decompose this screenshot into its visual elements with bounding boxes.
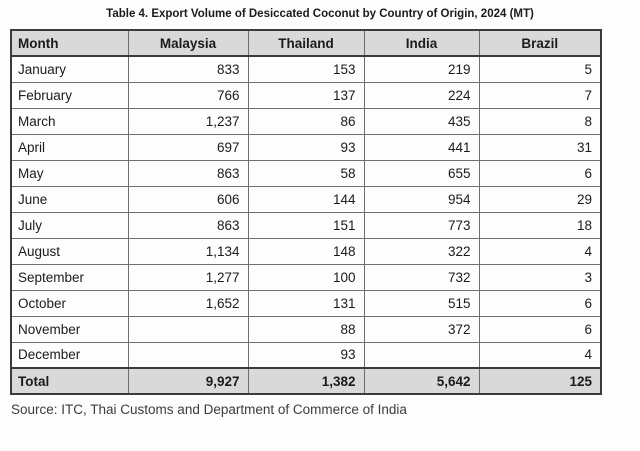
- value-cell: 31: [479, 134, 601, 160]
- month-cell: December: [11, 342, 128, 368]
- month-cell: April: [11, 134, 128, 160]
- value-cell: 18: [479, 212, 601, 238]
- table-row: [11, 56, 601, 82]
- value-cell: 697: [128, 134, 248, 160]
- column-header: Month: [11, 30, 128, 56]
- value-cell: 372: [364, 316, 479, 342]
- month-cell: August: [11, 238, 128, 264]
- table-head: [11, 30, 601, 56]
- table-row: [11, 82, 601, 108]
- table-row: [11, 134, 601, 160]
- value-cell: 6: [479, 316, 601, 342]
- value-cell: 1,652: [128, 290, 248, 316]
- table-row: [11, 238, 601, 264]
- total-value-cell: 125: [479, 368, 601, 394]
- value-cell: [364, 342, 479, 368]
- value-cell: 100: [248, 264, 364, 290]
- value-cell: [128, 342, 248, 368]
- month-cell: January: [11, 56, 128, 82]
- value-cell: 435: [364, 108, 479, 134]
- column-header: Brazil: [479, 30, 601, 56]
- value-cell: 1,134: [128, 238, 248, 264]
- value-cell: 4: [479, 238, 601, 264]
- total-value-cell: 5,642: [364, 368, 479, 394]
- table-row: [11, 108, 601, 134]
- value-cell: 29: [479, 186, 601, 212]
- value-cell: 151: [248, 212, 364, 238]
- table-row: [11, 264, 601, 290]
- value-cell: 137: [248, 82, 364, 108]
- table-row: [11, 212, 601, 238]
- value-cell: 88: [248, 316, 364, 342]
- source-note: Source: ITC, Thai Customs and Department of Commerce of India: [11, 402, 407, 417]
- table-row: [11, 342, 601, 368]
- table-title: Table 4. Export Volume of Desiccated Coconut by Country of Origin, 2024 (MT): [106, 8, 534, 20]
- value-cell: 515: [364, 290, 479, 316]
- value-cell: 8: [479, 108, 601, 134]
- month-cell: February: [11, 82, 128, 108]
- value-cell: 153: [248, 56, 364, 82]
- value-cell: 7: [479, 82, 601, 108]
- value-cell: 863: [128, 212, 248, 238]
- value-cell: 3: [479, 264, 601, 290]
- value-cell: 322: [364, 238, 479, 264]
- table-row: [11, 160, 601, 186]
- total-row: [11, 368, 601, 394]
- column-header: India: [364, 30, 479, 56]
- total-label-cell: Total: [11, 368, 128, 394]
- column-header: Malaysia: [128, 30, 248, 56]
- value-cell: 655: [364, 160, 479, 186]
- value-cell: 954: [364, 186, 479, 212]
- value-cell: 1,237: [128, 108, 248, 134]
- value-cell: 863: [128, 160, 248, 186]
- month-cell: October: [11, 290, 128, 316]
- table-row: [11, 316, 601, 342]
- month-cell: March: [11, 108, 128, 134]
- table-foot: [11, 368, 601, 394]
- value-cell: 224: [364, 82, 479, 108]
- value-cell: 93: [248, 342, 364, 368]
- value-cell: [128, 316, 248, 342]
- value-cell: 606: [128, 186, 248, 212]
- table-row: [11, 290, 601, 316]
- value-cell: 58: [248, 160, 364, 186]
- value-cell: 773: [364, 212, 479, 238]
- value-cell: 441: [364, 134, 479, 160]
- value-cell: 148: [248, 238, 364, 264]
- value-cell: 4: [479, 342, 601, 368]
- value-cell: 6: [479, 160, 601, 186]
- value-cell: 219: [364, 56, 479, 82]
- table-row: [11, 186, 601, 212]
- total-value-cell: 1,382: [248, 368, 364, 394]
- month-cell: November: [11, 316, 128, 342]
- column-header: Thailand: [248, 30, 364, 56]
- value-cell: 1,277: [128, 264, 248, 290]
- value-cell: 833: [128, 56, 248, 82]
- value-cell: 131: [248, 290, 364, 316]
- table-body: [11, 56, 601, 368]
- value-cell: 766: [128, 82, 248, 108]
- month-cell: July: [11, 212, 128, 238]
- value-cell: 6: [479, 290, 601, 316]
- value-cell: 144: [248, 186, 364, 212]
- value-cell: 5: [479, 56, 601, 82]
- export-volume-table: [10, 29, 602, 395]
- month-cell: September: [11, 264, 128, 290]
- total-value-cell: 9,927: [128, 368, 248, 394]
- month-cell: May: [11, 160, 128, 186]
- month-cell: June: [11, 186, 128, 212]
- value-cell: 93: [248, 134, 364, 160]
- value-cell: 732: [364, 264, 479, 290]
- header-row: [11, 30, 601, 56]
- value-cell: 86: [248, 108, 364, 134]
